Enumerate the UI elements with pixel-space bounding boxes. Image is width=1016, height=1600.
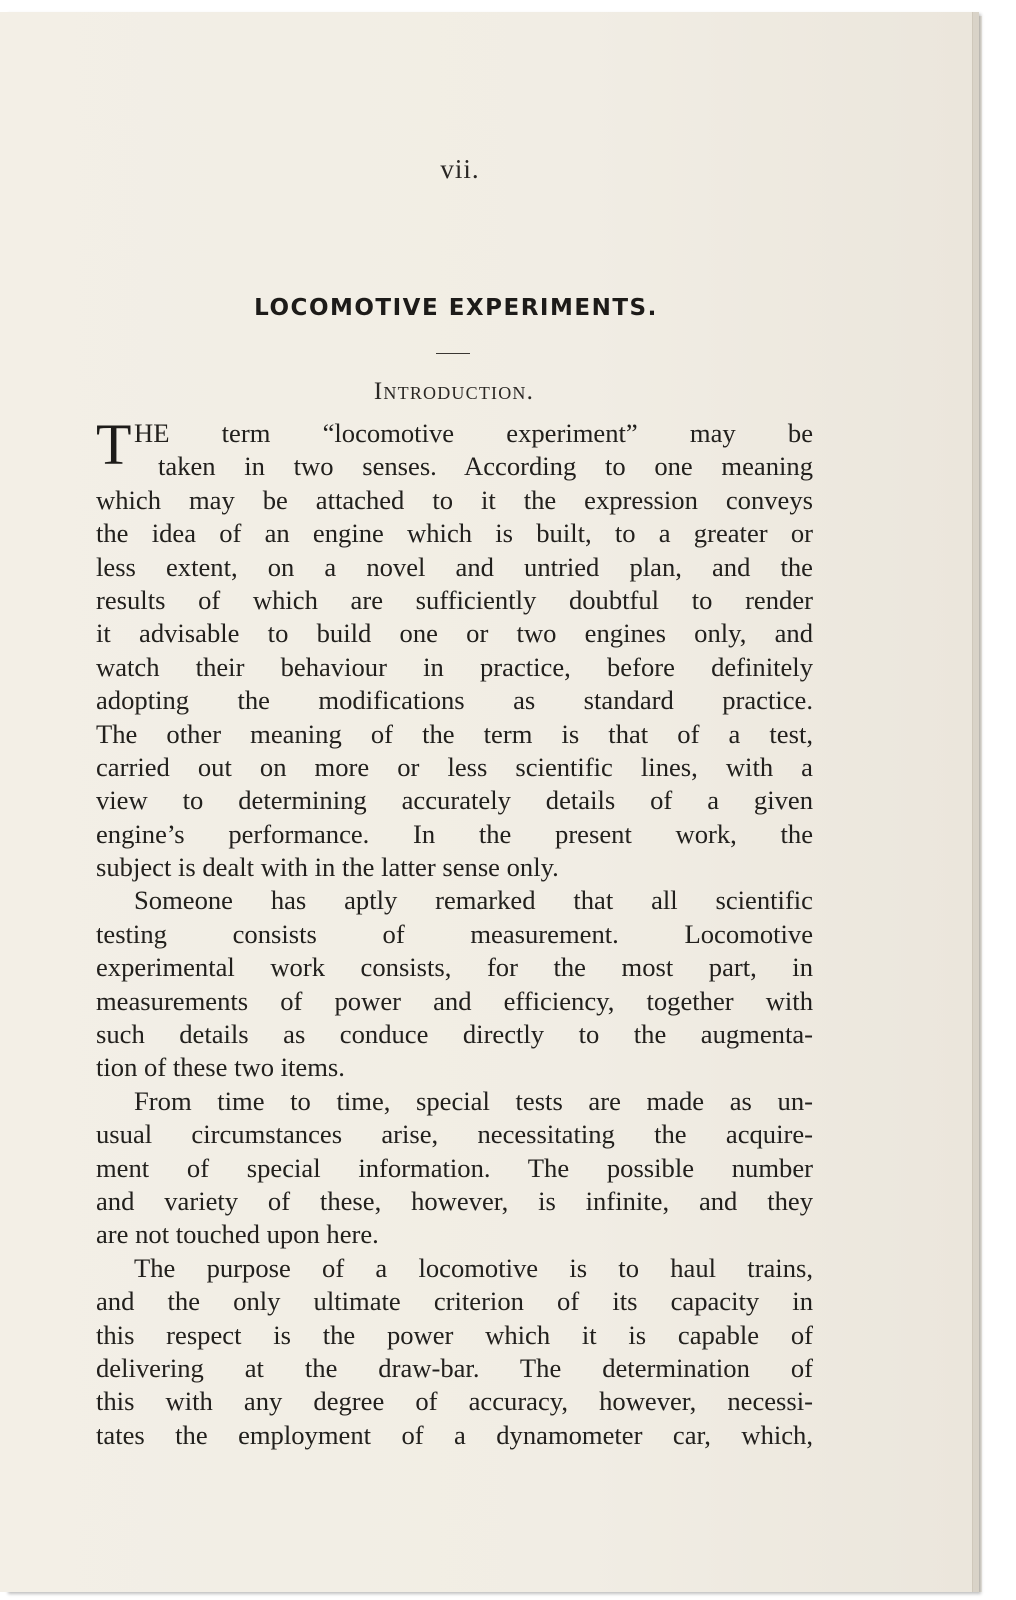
- text-line: tion of these two items.: [96, 1052, 345, 1083]
- text-line: ment of special information. The possible number: [96, 1152, 813, 1183]
- section-heading: Introduction.: [373, 378, 535, 405]
- text-line: testing consists of measurement. Locomotive: [96, 918, 813, 949]
- paragraph-3: [96, 1085, 813, 1252]
- text-line: subject is dealt with in the latter sense only.: [96, 852, 559, 883]
- text-line: Someone has aptly remarked that all scientific: [134, 885, 813, 916]
- text-line: results of which are sufficiently doubtful to render: [96, 584, 813, 615]
- text-line: it advisable to build one or two engines only, and: [96, 618, 813, 649]
- text-line: experimental work consists, for the most part, in: [96, 952, 813, 983]
- text-line: the idea of an engine which is built, to a greater or: [96, 518, 813, 549]
- text-line: this with any degree of accuracy, however, necessi-: [96, 1386, 813, 1417]
- text-line: this respect is the power which it is capable of: [96, 1319, 813, 1350]
- title-rule: [436, 353, 470, 354]
- chapter-title: LOCOMOTIVE EXPERIMENTS.: [254, 295, 658, 321]
- text-line: measurements of power and efficiency, together with: [96, 985, 813, 1016]
- text-line: adopting the modifications as standard practice.: [96, 685, 813, 716]
- text-line: taken in two senses. According to one meaning: [158, 451, 813, 482]
- text-line: tates the employment of a dynamometer car, which,: [96, 1419, 813, 1450]
- text-line: carried out on more or less scientific lines, with a: [96, 751, 813, 782]
- page-number: vii.: [440, 154, 480, 184]
- page-edge: [972, 16, 982, 1592]
- text-line: usual circumstances arise, necessitating the acquire-: [96, 1119, 813, 1150]
- text-line: which may be attached to it the expression conveys: [96, 484, 813, 515]
- paragraph-4: [96, 1252, 813, 1452]
- body-text: [96, 412, 813, 1452]
- text-line: less extent, on a novel and untried plan, and the: [96, 551, 813, 582]
- text-line: delivering at the draw-bar. The determination of: [96, 1352, 813, 1383]
- text-line: are not touched upon here.: [96, 1219, 379, 1250]
- drop-cap: T: [96, 412, 132, 477]
- text-line: The purpose of a locomotive is to haul trains,: [134, 1252, 813, 1283]
- text-line: and the only ultimate criterion of its capacity in: [96, 1286, 813, 1317]
- text-line: The other meaning of the term is that of a test,: [96, 718, 813, 749]
- text-line: view to determining accurately details of a given: [96, 785, 813, 816]
- text-line: engine’s performance. In the present work, the: [96, 818, 813, 849]
- text-line: such details as conduce directly to the augmenta-: [96, 1019, 813, 1050]
- text-line: and variety of these, however, is infinite, and they: [96, 1185, 813, 1216]
- text-line: HE term “locomotive experiment” may be: [134, 418, 813, 448]
- paragraph-1: [96, 412, 813, 884]
- book-page: [0, 12, 973, 1592]
- paragraph-2: [96, 884, 813, 1084]
- text-line: watch their behaviour in practice, before definitely: [96, 651, 813, 682]
- text-line: From time to time, special tests are made as un-: [134, 1085, 813, 1116]
